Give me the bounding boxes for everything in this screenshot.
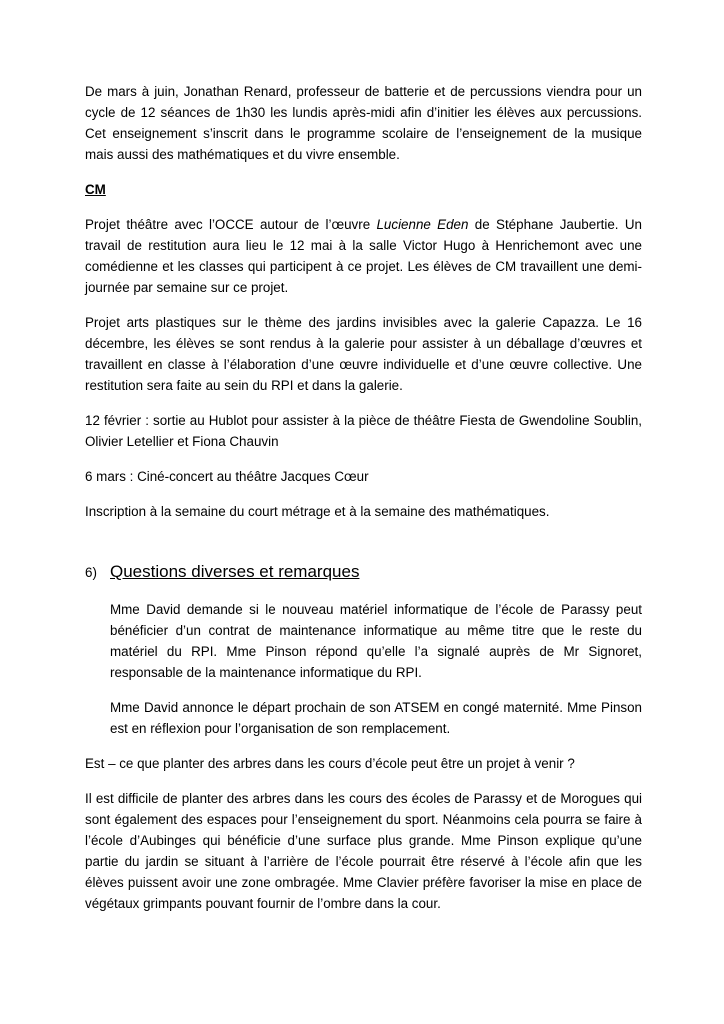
- paragraph-theatre-after: de Stéphane Jaubertie. Un travail de restitution aura lieu le 12 mai à la salle Victor Hugo à Henrichemont avec une comédienne et les classes qui participent à ce projet. Les élèves de CM travaillent une demi-journée par semaine sur ce projet.: [85, 217, 642, 295]
- paragraph-theatre: [85, 214, 642, 298]
- paragraph-sortie-fevrier: 12 février : sortie au Hublot pour assister à la pièce de théâtre Fiesta de Gwendoline Soublin, Olivier Letellier et Fiona Chauvin: [85, 413, 642, 449]
- paragraph-arts-plastiques: Projet arts plastiques sur le thème des jardins invisibles avec la galerie Capazza. Le 16 décembre, les élèves se sont rendus à la galerie pour assister à un déballage d’œuvres et travaillent en classe à l’élaboration d’une œuvre individuelle et d’une œuvre collective. Une restitution sera faite au sein du RPI et dans la galerie.: [85, 315, 642, 393]
- paragraph-percussions: De mars à juin, Jonathan Renard, professeur de batterie et de percussions viendra pour un cycle de 12 séances de 1h30 les lundis après-midi afin d’initier les élèves aux percussions. Cet enseignement s’inscrit dans le programme scolaire de l’enseignement de la musique mais aussi des mathématiques et du vivre ensemble.: [85, 84, 642, 162]
- paragraph-theatre-before: Projet théâtre avec l’OCCE autour de l’œuvre: [85, 217, 377, 232]
- paragraph-maintenance-informatique: Mme David demande si le nouveau matériel informatique de l’école de Parassy peut bénéficier d’un contrat de maintenance informatique au même titre que le reste du matériel du RPI. Mme Pinson répond qu’elle l’a signalé auprès de Mr Signoret, responsable de la maintenance informatique du RPI.: [110, 602, 642, 680]
- paragraph-theatre-title-italic: Lucienne Eden: [376, 217, 469, 232]
- paragraph-question-arbres: Est – ce que planter des arbres dans les cours d’école peut être un projet à venir ?: [85, 756, 575, 771]
- document-content: [85, 81, 642, 928]
- paragraph-sortie-mars: 6 mars : Ciné-concert au théâtre Jacques Cœur: [85, 469, 369, 484]
- heading-cm: CM: [85, 182, 106, 197]
- section-heading-questions: [85, 560, 642, 584]
- paragraph-inscription: Inscription à la semaine du court métrage et à la semaine des mathématiques.: [85, 504, 550, 519]
- paragraph-atsem: Mme David annonce le départ prochain de son ATSEM en congé maternité. Mme Pinson est en réflexion pour l’organisation de son remplacement.: [110, 700, 642, 736]
- paragraph-reponse-arbres: Il est difficile de planter des arbres dans les cours des écoles de Parassy et de Morogues qui sont également des espaces pour l’enseignement du sport. Néanmoins cela pourra se faire à l’école d’Aubinges qui bénéficie d’une surface plus grande. Mme Pinson explique qu’une partie du jardin se situant à l’arrière de l’école pourrait être réservé à l’école afin que les élèves puissent avoir une zone ombragée. Mme Clavier préfère favoriser la mise en place de végétaux grimpants pouvant fournir de l’ombre dans la cour.: [85, 791, 642, 911]
- section-number: 6): [85, 565, 97, 580]
- section-title: Questions diverses et remarques: [110, 562, 360, 581]
